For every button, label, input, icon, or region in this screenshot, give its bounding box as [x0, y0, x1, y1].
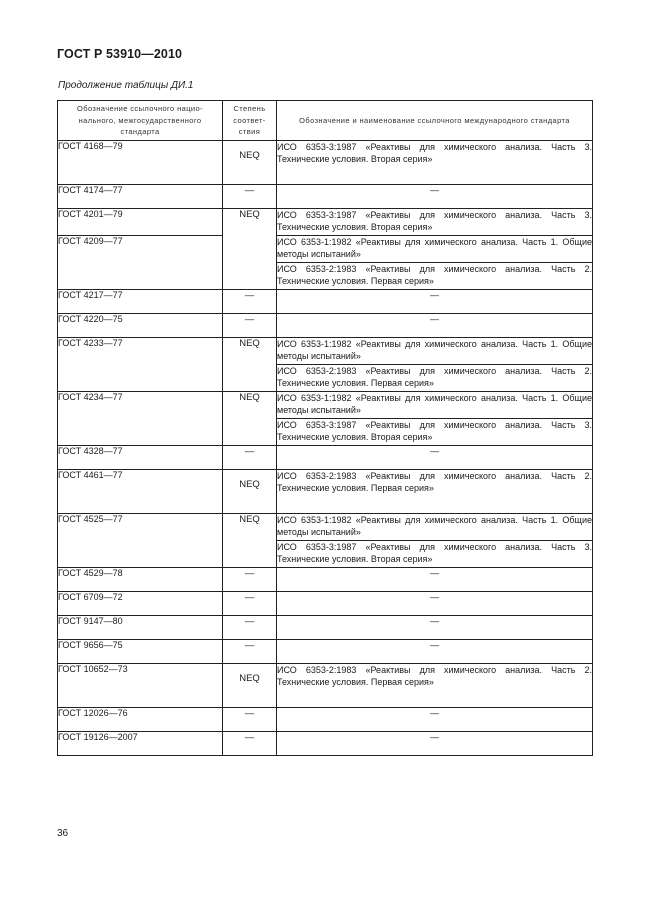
- column-header-degree: Степень соответ-ствия: [223, 101, 277, 141]
- conformity-degree: —: [223, 591, 277, 615]
- table-header-row: [58, 101, 593, 141]
- table-row: [58, 707, 593, 731]
- table-body: [58, 140, 593, 755]
- national-standard-code: ГОСТ 9656—75: [58, 639, 223, 663]
- international-standard-reference: —: [277, 639, 593, 663]
- table-row: [58, 391, 593, 418]
- international-standard-reference: —: [277, 184, 593, 208]
- table-row: [58, 140, 593, 184]
- national-standard-code: ГОСТ 4461—77: [58, 469, 223, 513]
- conformity-degree: NEQ: [223, 391, 277, 445]
- international-standard-reference: ИСО 6353-1:1982 «Реактивы для химического анализа. Часть 1. Общие методы испытаний»: [277, 235, 593, 262]
- national-standard-code: ГОСТ 19126—2007: [58, 731, 223, 755]
- table-caption: Продолжение таблицы ДИ.1: [58, 80, 194, 91]
- international-standard-reference: —: [277, 445, 593, 469]
- international-standard-reference: ИСО 6353-2:1983 «Реактивы для химического анализа. Часть 2. Технические условия. Первая серия»: [277, 364, 593, 391]
- table-row: [58, 615, 593, 639]
- table-row: [58, 469, 593, 513]
- references-table: [57, 100, 593, 756]
- international-standard-reference: ИСО 6353-3:1987 «Реактивы для химического анализа. Часть 3. Технические условия. Вторая серия»: [277, 208, 593, 235]
- international-standard-reference: ИСО 6353-1:1982 «Реактивы для химического анализа. Часть 1. Общие методы испытаний»: [277, 391, 593, 418]
- table-row: [58, 731, 593, 755]
- national-standard-code: ГОСТ 6709—72: [58, 591, 223, 615]
- international-standard-reference: ИСО 6353-1:1982 «Реактивы для химического анализа. Часть 1. Общие методы испытаний»: [277, 337, 593, 364]
- conformity-degree: —: [223, 184, 277, 208]
- column-header-international-standard: Обозначение и наименование ссылочного международного стандарта: [277, 101, 593, 141]
- table-row: [58, 663, 593, 707]
- table-row: [58, 313, 593, 337]
- national-standard-code: ГОСТ 12026—76: [58, 707, 223, 731]
- international-standard-reference: ИСО 6353-2:1983 «Реактивы для химического анализа. Часть 2. Технические условия. Первая серия»: [277, 663, 593, 707]
- conformity-degree: —: [223, 567, 277, 591]
- table-row: [58, 337, 593, 364]
- conformity-degree: NEQ: [223, 140, 277, 184]
- national-standard-code: ГОСТ 4217—77: [58, 289, 223, 313]
- table-row: [58, 184, 593, 208]
- international-standard-reference: —: [277, 313, 593, 337]
- national-standard-code: ГОСТ 4168—79: [58, 140, 223, 184]
- conformity-degree: —: [223, 313, 277, 337]
- national-standard-code: ГОСТ 4529—78: [58, 567, 223, 591]
- conformity-degree: —: [223, 639, 277, 663]
- international-standard-reference: —: [277, 591, 593, 615]
- national-standard-code: ГОСТ 4234—77: [58, 391, 223, 445]
- table-row: [58, 208, 593, 235]
- national-standard-code: ГОСТ 4525—77: [58, 513, 223, 567]
- conformity-degree: —: [223, 615, 277, 639]
- national-standard-code: ГОСТ 10652—73: [58, 663, 223, 707]
- international-standard-reference: —: [277, 567, 593, 591]
- international-standard-reference: ИСО 6353-3:1987 «Реактивы для химического анализа. Часть 3. Технические условия. Вторая серия»: [277, 418, 593, 445]
- national-standard-code: ГОСТ 4220—75: [58, 313, 223, 337]
- table-row: [58, 567, 593, 591]
- conformity-degree: —: [223, 445, 277, 469]
- page-number: 36: [57, 828, 69, 839]
- conformity-degree: NEQ: [223, 337, 277, 391]
- national-standard-code: ГОСТ 4174—77: [58, 184, 223, 208]
- national-standard-code: ГОСТ 4201—79: [58, 208, 223, 235]
- national-standard-code: ГОСТ 9147—80: [58, 615, 223, 639]
- table-row: [58, 639, 593, 663]
- column-header-national-standard: Обозначение ссылочного нацио-нального, межгосударственного стандарта: [58, 101, 223, 141]
- conformity-degree: —: [223, 289, 277, 313]
- conformity-degree: NEQ: [223, 663, 277, 707]
- table-row: [58, 513, 593, 540]
- national-standard-code: ГОСТ 4209—77: [58, 235, 223, 289]
- national-standard-code: ГОСТ 4233—77: [58, 337, 223, 391]
- conformity-degree: NEQ: [223, 208, 277, 289]
- conformity-degree: NEQ: [223, 513, 277, 567]
- international-standard-reference: ИСО 6353-3:1987 «Реактивы для химического анализа. Часть 3. Технические условия. Вторая серия»: [277, 140, 593, 184]
- table-row: [58, 289, 593, 313]
- conformity-degree: NEQ: [223, 469, 277, 513]
- national-standard-code: ГОСТ 4328—77: [58, 445, 223, 469]
- conformity-degree: —: [223, 707, 277, 731]
- conformity-degree: —: [223, 731, 277, 755]
- table-row: [58, 235, 593, 262]
- table-row: [58, 445, 593, 469]
- international-standard-reference: —: [277, 731, 593, 755]
- international-standard-reference: ИСО 6353-3:1987 «Реактивы для химического анализа. Часть 3. Технические условия. Вторая серия»: [277, 540, 593, 567]
- international-standard-reference: —: [277, 707, 593, 731]
- international-standard-reference: ИСО 6353-2:1983 «Реактивы для химического анализа. Часть 2. Технические условия. Первая серия»: [277, 469, 593, 513]
- international-standard-reference: —: [277, 289, 593, 313]
- international-standard-reference: ИСО 6353-2:1983 «Реактивы для химического анализа. Часть 2. Технические условия. Первая серия»: [277, 262, 593, 289]
- document-code: ГОСТ Р 53910—2010: [57, 47, 183, 61]
- international-standard-reference: ИСО 6353-1:1982 «Реактивы для химического анализа. Часть 1. Общие методы испытаний»: [277, 513, 593, 540]
- international-standard-reference: —: [277, 615, 593, 639]
- table-row: [58, 591, 593, 615]
